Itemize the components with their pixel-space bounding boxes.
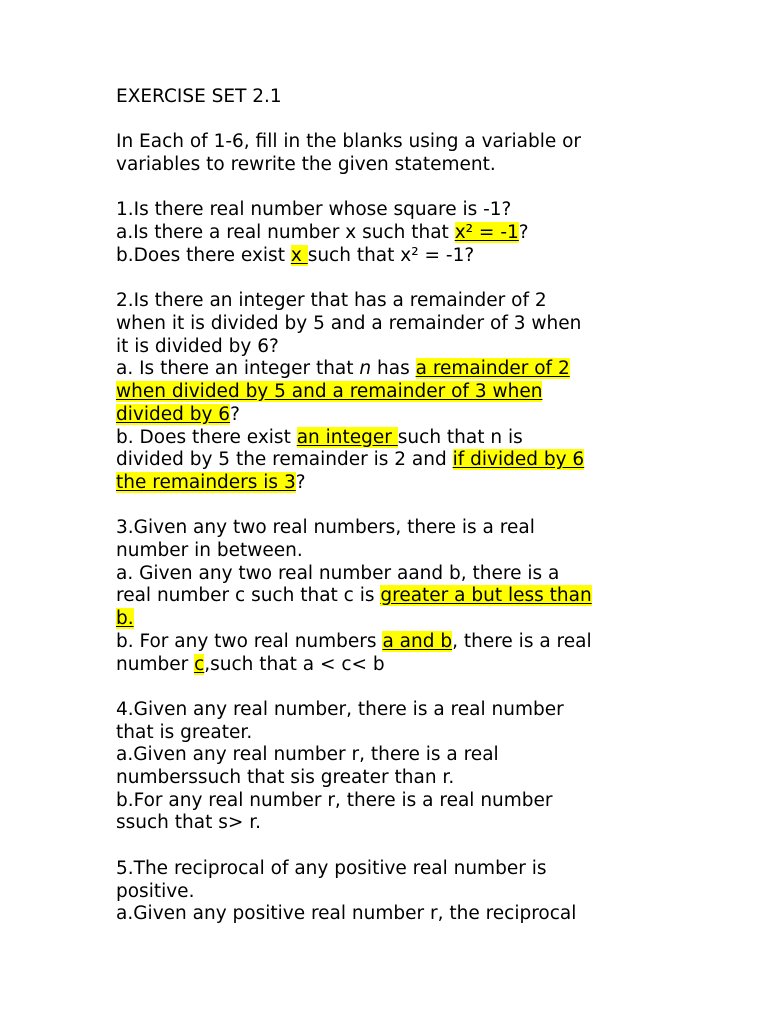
q2-a-blank-fill: a remainder of 2 (415, 358, 570, 380)
q4-line-3: a.Given any real number r, there is a real (116, 744, 499, 766)
q1-b-blank-fill: x (290, 244, 308, 266)
q5-line-1: 5.The reciprocal of any positive real number is (116, 857, 547, 879)
q4-line-4: numberssuch that sis greater than r. (116, 767, 455, 789)
q5-line-3: a.Given any positive real number r, the reciprocal (116, 903, 577, 925)
q4-line-6: ssuch that s> r. (116, 812, 262, 834)
q2-stem-line-1: 2.Is there an integer that has a remainder of 2 (116, 290, 547, 312)
q3-answer-a-line-2: real number c such that c is greater a but less than (116, 585, 592, 607)
q2-b-blank-fill: the remainders is 3 (116, 471, 296, 493)
q4-line-5: b.For any real number r, there is a real number (116, 789, 553, 811)
q4-line-1: 4.Given any real number, there is a real number (116, 698, 564, 720)
document-page (116, 86, 676, 926)
q2-answer-b-line-2: divided by 5 the remainder is 2 and if divided by 6 (116, 449, 585, 471)
q1-answer-b: b.Does there exist x such that x² = -1? (116, 244, 475, 266)
q2-answer-b-line-1: b. Does there exist an integer such that n is (116, 426, 523, 448)
q3-answer-b-line-1: b. For any two real numbers a and b, there is a real (116, 630, 592, 652)
q2-answer-b-line-3: the remainders is 3? (116, 471, 306, 493)
q3-a-blank-fill: b. (116, 608, 134, 630)
q4-line-2: that is greater. (116, 721, 253, 743)
q2-stem-line-3: it is divided by 6? (116, 335, 279, 357)
intro-line-2: variables to rewrite the given statement. (116, 154, 496, 176)
q2-b-blank-fill: if divided by 6 (452, 449, 585, 471)
q1-stem: 1.Is there real number whose square is -1? (116, 199, 512, 221)
q3-stem-line-2: number in between. (116, 540, 303, 561)
q2-b-blank-fill: an integer (296, 426, 398, 448)
q2-a-blank-fill: when divided by 5 and a remainder of 3 when (116, 381, 543, 403)
q3-a-blank-fill: greater a but less than (380, 585, 592, 607)
q3-answer-a-line-1: a. Given any two real number aand b, there is a (116, 562, 560, 584)
q2-answer-a-line-1: a. Is there an integer that n has a remainder of 2 (116, 358, 570, 380)
q5-line-2: positive. (116, 880, 195, 902)
q3-answer-b-line-2: number c,such that a < c< b (116, 653, 385, 675)
q3-answer-a-line-3 (116, 608, 676, 631)
q3-stem-line-1: 3.Given any two real numbers, there is a real (116, 517, 535, 539)
q1-answer-a: a.Is there a real number x such that x² = -1? (116, 222, 529, 244)
q1-a-blank-fill: x² = -1 (454, 222, 519, 244)
exercise-title: EXERCISE SET 2.1 (116, 86, 282, 107)
intro-line-1: In Each of 1-6, fill in the blanks using a variable or (116, 131, 582, 153)
q2-stem-line-2: when it is divided by 5 and a remainder of 3 when (116, 312, 582, 334)
q2-a-blank-fill: divided by 6 (116, 403, 231, 425)
q2-answer-a-line-3: divided by 6? (116, 403, 240, 425)
variable-n: n (359, 358, 372, 380)
q3-b-blank-fill: c (194, 653, 205, 675)
q2-answer-a-line-2 (116, 381, 676, 404)
q3-b-blank-fill: a and b (382, 630, 453, 652)
